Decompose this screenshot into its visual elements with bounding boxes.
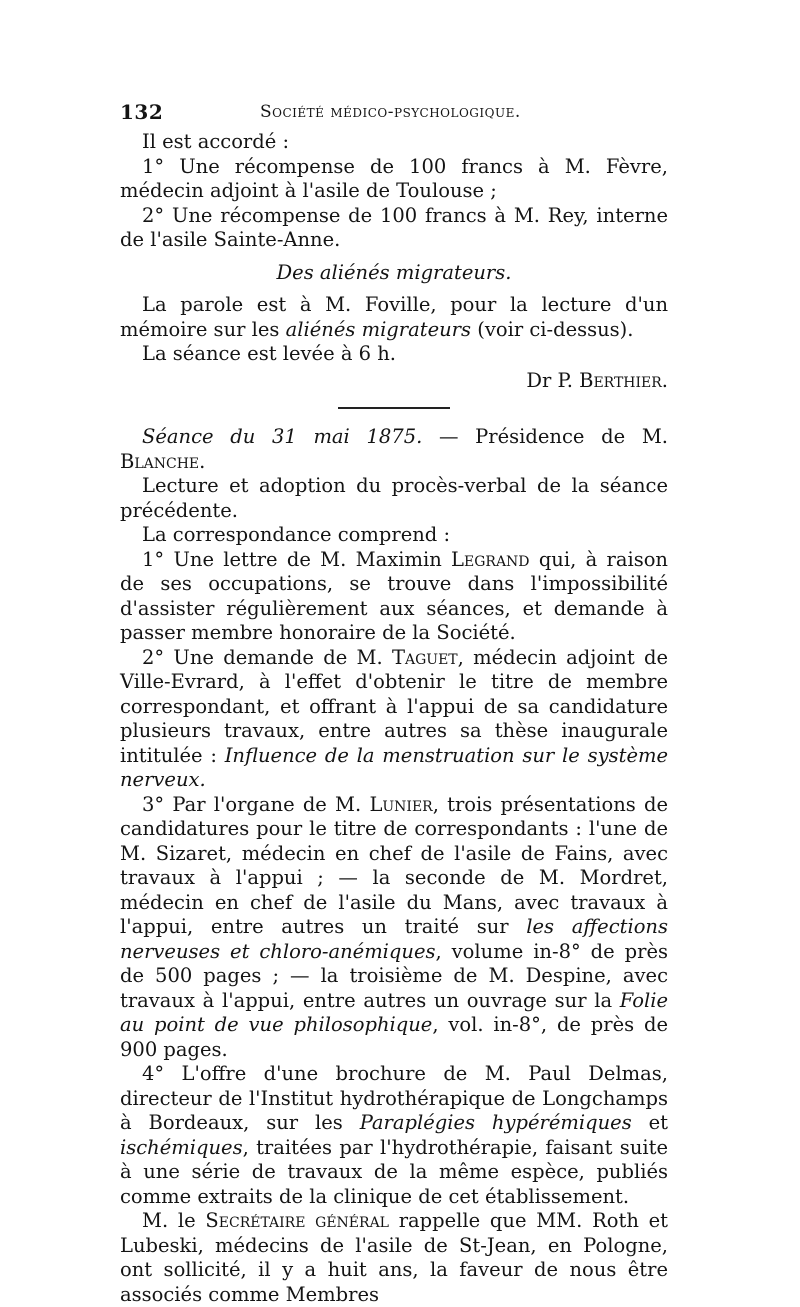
item2-italic: Influence de la menstruation sur le système nerveux. bbox=[120, 743, 669, 791]
paragraph-accord: Il est accordé : bbox=[142, 130, 290, 153]
item1-name: Legrand bbox=[451, 547, 530, 571]
secretary-pre: M. le bbox=[142, 1209, 206, 1232]
item3-italic-1: les affections nerveuses et chloro-anémiques bbox=[120, 915, 668, 963]
secretary-post: rappelle que MM. Roth et Lubeski, médecins de l'asile de St-Jean, en Pologne, ont sollicité, il y a huit ans, la faveur de nous être associés comme Membres bbox=[120, 1209, 668, 1306]
item4-italic-1: Paraplégies hypérémiques bbox=[359, 1111, 632, 1134]
paragraph-item-1 bbox=[120, 548, 668, 646]
item3-mid2: , volume in-8° de près de 500 pages ; — la troisième de M. Despine, avec travaux à l'appui, entre autres un ouvrage sur la bbox=[120, 939, 668, 1012]
secretary-title: Secrétaire général bbox=[205, 1209, 389, 1232]
foville-italic: aliénés migrateurs bbox=[285, 317, 472, 341]
item3-italic-2: Folie au point de vue philosophique bbox=[120, 988, 668, 1036]
session-label: Séance du 31 mai 1875. bbox=[142, 425, 423, 448]
paragraph-award-1: 1° Une récompense de 100 francs à M. Fèvre, médecin adjoint à l'asile de Toulouse ; bbox=[120, 154, 668, 202]
item1-post: qui, à raison de ses occupations, se trouve dans l'impossibilité d'assister régulièrement aux séances, et demande à passer membre honoraire de la Société. bbox=[120, 547, 668, 644]
running-title: Société médico-psychologique. bbox=[260, 102, 521, 122]
paragraph-lecture: Lecture et adoption du procès-verbal de la séance précédente. bbox=[120, 474, 668, 522]
paragraph-correspondence: La correspondance comprend : bbox=[142, 523, 451, 546]
section-subheading: Des aliénés migrateurs. bbox=[276, 260, 512, 284]
item4-italic-2: ischémiques bbox=[120, 1135, 243, 1159]
paragraph-item-4 bbox=[120, 1062, 668, 1209]
paragraph-award-2: 2° Une récompense de 100 francs à M. Rey, interne de l'asile Sainte-Anne. bbox=[120, 203, 668, 251]
item1-pre: 1° Une lettre de M. Maximin bbox=[142, 547, 452, 571]
item4-pre: 4° L'offre d'une brochure de M. Paul Delmas, directeur de l'Institut hydrothérapique de Longchamps à Bordeaux, sur les bbox=[120, 1062, 668, 1134]
foville-text: La parole est à M. Foville, pour la lecture d'un mémoire sur les bbox=[120, 293, 668, 341]
paragraph-item-3 bbox=[120, 793, 668, 1063]
item3-pre: 3° Par l'organe de M. bbox=[142, 792, 370, 816]
item2-mid: , médecin adjoint de Ville-Evrard, à l'effet d'obtenir le titre de membre correspondant, et offrant à l'appui de sa candidature plusieurs travaux, entre autres sa thèse inaugurale intitulée : bbox=[120, 645, 668, 767]
item3-name: Lunier bbox=[369, 792, 433, 816]
paragraph-item-2 bbox=[120, 646, 668, 793]
session-heading bbox=[120, 425, 668, 474]
page-number: 132 bbox=[120, 100, 164, 124]
paragraph-adjourn: La séance est levée à 6 h. bbox=[142, 342, 397, 365]
signature bbox=[120, 369, 668, 394]
item4-mid: et bbox=[631, 1111, 668, 1134]
session-president: Blanche. bbox=[120, 449, 206, 473]
page-body bbox=[120, 130, 668, 1307]
item2-name: Taguet bbox=[391, 645, 458, 669]
section-divider bbox=[338, 407, 450, 409]
running-head bbox=[120, 100, 680, 124]
session-dash: — Présidence de M. bbox=[422, 425, 668, 448]
item3-post: , vol. in-8°, de près de 900 pages. bbox=[120, 1013, 668, 1061]
item4-post: , traitées par l'hydrothérapie, faisant suite à une série de travaux de la même espèce, publiés comme extraits de la clinique de cet établissement. bbox=[120, 1135, 668, 1208]
foville-tail: (voir ci-dessus). bbox=[471, 317, 634, 341]
signature-name: Berthier. bbox=[579, 368, 668, 392]
paragraph-foville bbox=[120, 293, 668, 342]
item3-mid: , trois présentations de candidatures pour le titre de correspondants : l'une de M. Sizaret, médecin en chef de l'asile de Fains, avec travaux à l'appui ; — la seconde de M. Mordret, médecin en chef de l'asile du Mans, avec travaux à l'appui, entre autres un traité sur bbox=[120, 792, 669, 938]
item2-pre: 2° Une demande de M. bbox=[142, 645, 392, 669]
paragraph-secretary bbox=[120, 1209, 668, 1307]
signature-prefix: Dr P. bbox=[526, 368, 580, 392]
